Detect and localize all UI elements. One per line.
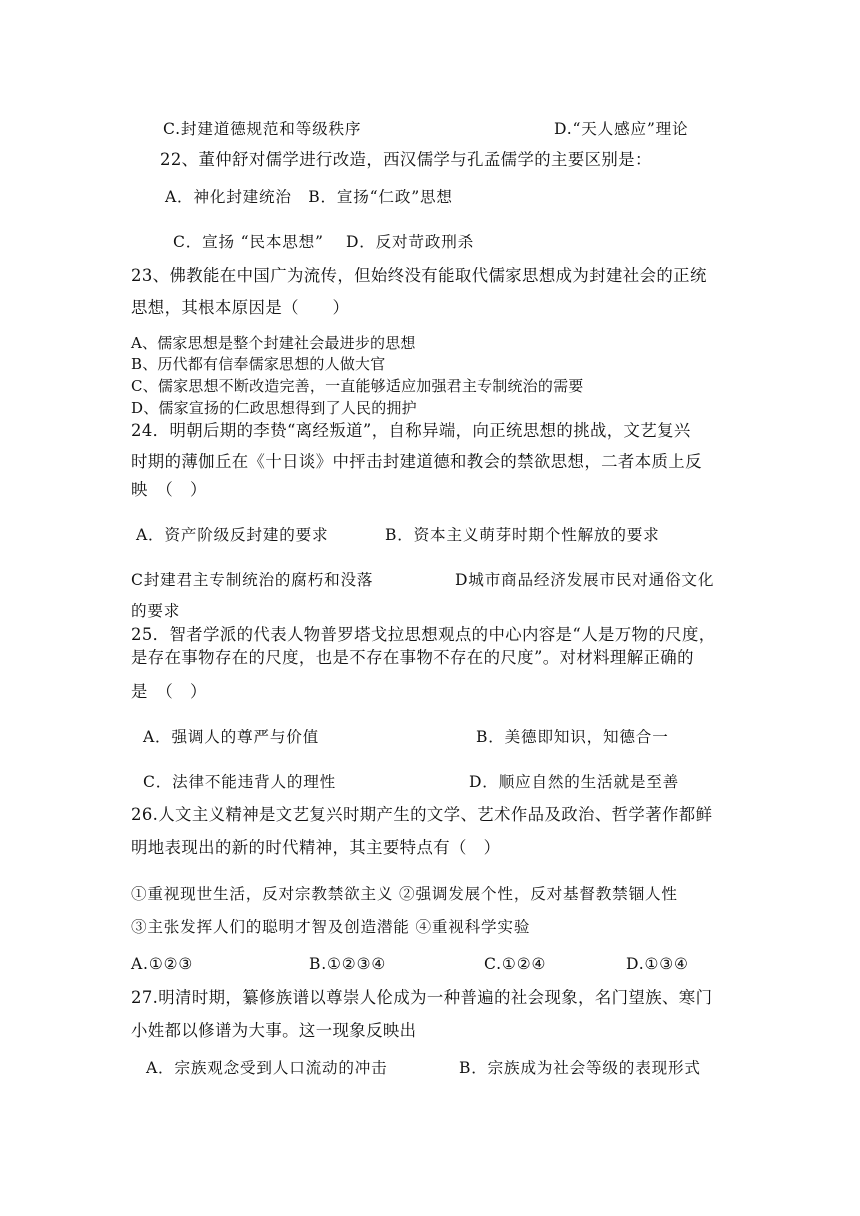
q21-option-c: C.封建道德规范和等级秩序 (163, 120, 362, 138)
q24-option-a: A．资产阶级反封建的要求 (136, 526, 329, 544)
q21-option-d: D.“天人感应”理论 (554, 120, 689, 138)
q25-stem-line1: 25．智者学派的代表人物普罗塔戈拉思想观点的中心内容是“人是万物的尺度， (131, 625, 716, 644)
q26-option-d: D.①③④ (626, 955, 689, 973)
q24-option-c: C封建君主专制统治的腐朽和没落 (131, 571, 374, 589)
q27-option-b: B．宗族成为社会等级的表现形式 (459, 1059, 701, 1077)
q25-stem-line3: 是 （ ） (131, 682, 207, 701)
q27-stem-line1: 27.明清时期，纂修族谱以尊崇人伦成为一种普遍的社会现象，名门望族、寒门 (131, 988, 713, 1007)
q24-stem-line3: 映 （ ） (131, 480, 207, 499)
q26-stem-line2: 明地表现出的新的时代精神，其主要特点有（ ） (131, 838, 501, 857)
q22-options-cd: C．宣扬 “民本思想” D．反对苛政刑杀 (173, 233, 474, 251)
q22-options-ab: A．神化封建统治 B．宣扬“仁政”思想 (165, 188, 453, 206)
q26-stem-line1: 26.人文主义精神是文艺复兴时期产生的文学、艺术作品及政治、哲学著作都鲜 (131, 805, 713, 824)
q26-option-c: C.①②④ (484, 955, 547, 973)
q25-option-d: D．顺应自然的生活就是至善 (469, 773, 680, 791)
q25-option-c: C．法律不能违背人的理性 (143, 773, 337, 791)
q26-option-b: B.①②③④ (309, 955, 387, 973)
q23-option-b: B、历代都有信奉儒家思想的人做大官 (131, 355, 386, 373)
q24-option-b: B．资本主义萌芽时期个性解放的要求 (385, 526, 660, 544)
q24-option-d-cont: 的要求 (131, 602, 181, 620)
q25-option-a: A．强调人的尊严与价值 (143, 728, 319, 746)
q26-statement-2: ③主张发挥人们的聪明才智及创造潜能 ④重视科学实验 (131, 918, 531, 936)
q23-option-d: D、儒家宣扬的仁政思想得到了人民的拥护 (131, 399, 417, 417)
q23-stem-line2: 思想，其根本原因是（ ） (131, 298, 350, 317)
q24-option-d: D城市商品经济发展市民对通俗文化 (455, 571, 715, 589)
q23-option-c: C、儒家思想不断改造完善，一直能够适应加强君主专制统治的需要 (131, 377, 584, 395)
q26-option-a: A.①②③ (131, 955, 194, 973)
q26-statement-1: ①重视现世生活，反对宗教禁欲主义 ②强调发展个性，反对基督教禁锢人性 (131, 885, 678, 903)
q25-option-b: B．美德即知识，知德合一 (476, 728, 669, 746)
q27-stem-line2: 小姓都以修谱为大事。这一现象反映出 (131, 1021, 417, 1040)
q25-stem-line2: 是存在事物存在的尺度，也是不存在事物不存在的尺度”。对材料理解正确的 (131, 648, 694, 667)
q23-stem-line1: 23、佛教能在中国广为流传，但始终没有能取代儒家思想成为封建社会的正统 (131, 266, 707, 285)
q24-stem-line2: 时期的薄伽丘在《十日谈》中抨击封建道德和教会的禁欲思想，二者本质上反 (131, 452, 702, 471)
q27-option-a: A．宗族观念受到人口流动的冲击 (146, 1059, 388, 1077)
q22-stem: 22、董仲舒对儒学进行改造，西汉儒学与孔孟儒学的主要区别是： (160, 150, 652, 169)
q24-stem-line1: 24．明朝后期的李贽“离经叛道”，自称异端，向正统思想的挑战，文艺复兴 (131, 421, 691, 440)
q23-option-a: A、儒家思想是整个封建社会最进步的思想 (131, 334, 416, 352)
